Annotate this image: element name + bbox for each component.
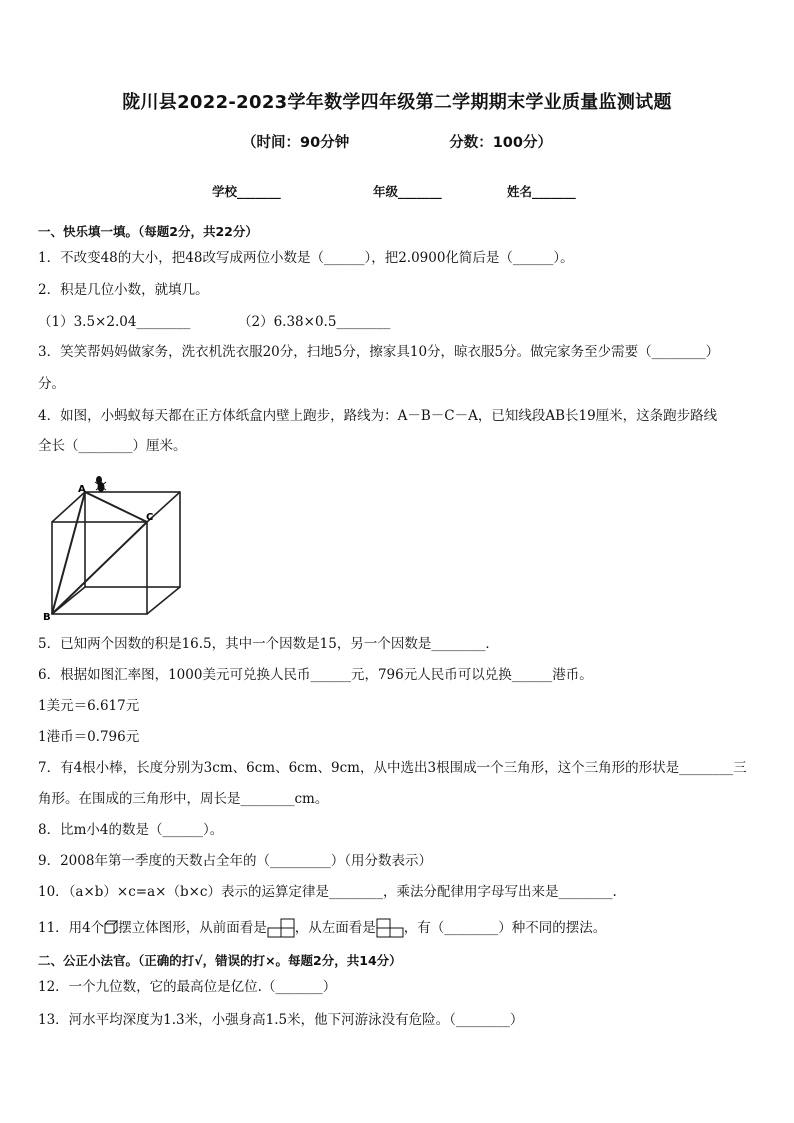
question-9: 9．2008年第一季度的天数占全年的（_________）（用分数表示） — [38, 853, 432, 869]
question-11: 11．用4个 摆立体图形，从前面看是 ，从左面看是 ，有（________）种不同的摆法。 — [38, 920, 607, 936]
name-field: 姓名_______ — [507, 184, 576, 199]
left-view-icon — [376, 918, 404, 938]
label-c: C — [146, 512, 154, 523]
exam-meta — [0, 131, 794, 152]
question-7: 7．有4根小棒，长度分别为3cm、6cm、6cm、9cm，从中选出3根围成一个三角形，这个三角形的形状是________三 — [38, 760, 747, 776]
question-4: 4．如图，小蚂蚁每天都在正方体纸盒内壁上跑步，路线为：A－B－C－A，已知线段AB长19厘米，这条跑步路线 — [38, 408, 718, 424]
question-4-cont: 全长（________）厘米。 — [38, 438, 187, 454]
label-a: A — [78, 484, 86, 495]
question-2a: （1）3.5×2.04________ — [38, 314, 191, 330]
small-cube-icon — [104, 920, 118, 934]
front-view-icon — [267, 918, 295, 938]
question-12: 12．一个九位数，它的最高位是亿位.（_______） — [38, 979, 337, 995]
total-score: 分数：100分） — [449, 135, 552, 151]
cube-figure — [40, 470, 190, 620]
rate-usd: 1美元＝6.617元 — [38, 698, 140, 714]
school-field: 学校_______ — [212, 184, 281, 199]
question-1: 1．不改变48的大小，把48改写成两位小数是（______），把2.0900化简后是（______）。 — [38, 250, 574, 266]
ant-icon — [95, 476, 106, 492]
question-6: 6．根据如图汇率图，1000美元可兑换人民币______元，796元人民币可以兑换______港币。 — [38, 667, 593, 683]
label-b: B — [43, 612, 51, 620]
page-title: 陇川县2022-2023学年数学四年级第二学期期末学业质量监测试题 — [122, 92, 672, 113]
question-3: 3．笑笑帮妈妈做家务，洗衣机洗衣服20分，扫地5分，擦家具10分，晾衣服5分。做完家务至少需要（________） — [38, 344, 720, 360]
question-10: 10．（a×b）×c=a×（b×c）表示的运算定律是________，乘法分配律用字母写出来是________. — [38, 884, 617, 900]
question-7-cont: 角形。在围成的三角形中，周长是________cm。 — [38, 791, 329, 807]
rate-hkd: 1港币＝0.796元 — [38, 729, 140, 745]
question-8: 8．比m小4的数是（______）。 — [38, 822, 224, 838]
time-limit: （时间：90分钟 — [242, 135, 350, 151]
section-heading: 一、快乐填一填。（每题2分，共22分） — [38, 224, 258, 239]
grade-field: 年级_______ — [373, 184, 442, 199]
question-13: 13．河水平均深度为1.3米，小强身高1.5米，他下河游泳没有危险。（________） — [38, 1012, 524, 1028]
question-5: 5．已知两个因数的积是16.5，其中一个因数是15，另一个因数是________． — [38, 636, 499, 652]
question-2: 2．积是几位小数，就填几。 — [38, 282, 209, 298]
question-3-cont: 分。 — [38, 376, 65, 392]
section-heading-2: 二、公正小法官。（正确的打√，错误的打×。每题2分，共14分） — [38, 953, 402, 968]
question-2b: （2）6.38×0.5________ — [238, 314, 391, 330]
